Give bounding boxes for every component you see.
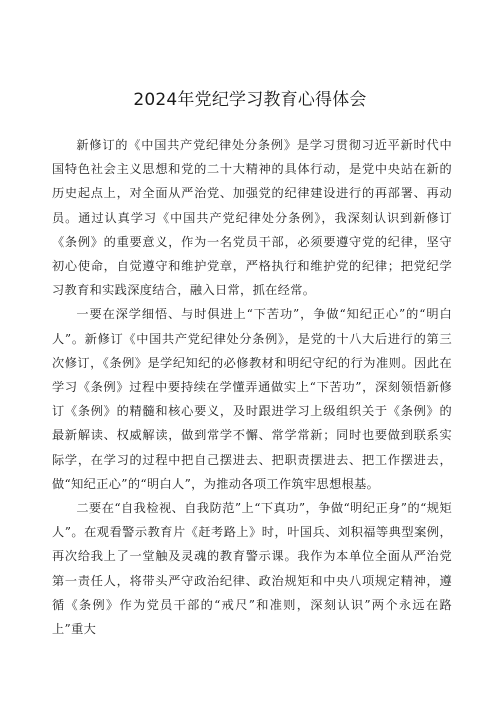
paragraph-point-two: 二要在“自我检视、自我防范”上“下真功”，争做“明纪正身”的“规矩人”。在观看警示教育片《赶考路上》时，叶国兵、刘积福等典型案例，再次给我上了一堂触及灵魂的教育警示课。我作为本单位全面从严治党第一责任人，将带头严守政治纪律、政治规矩和中央八项规定精神，遵循《条例》作为党员干部的“戒尺”和准则，深刻认识”两个永远在路上”重大	[52, 501, 452, 637]
document-title: 2024年党纪学习教育心得体会	[133, 90, 367, 110]
document-body	[52, 133, 452, 641]
paragraph-point-one: 一要在深学细悟、与时俱进上“下苦功”，争做“知纪正心”的“明白人”。新修订《中国共产党纪律处分条例》，是党的十八大后进行的第三次修订，《条例》是学纪知纪的必修教材和明纪守纪的行为准则。因此在学习《条例》过程中要持续在学懂弄通做实上“下苦功”，深刻领悟新修订《条例》的精髓和核心要义，及时跟进学习上级组织关于《条例》的最新解读、权威解读，做到常学不懈、常学常新；同时也要做到联系实际学，在学习的过程中把自己摆进去、把职责摆进去、把工作摆进去，做“知纪正心”的“明白人”，为推动各项工作筑牢思想根基。	[52, 307, 452, 491]
paragraph-intro: 新修订的《中国共产党纪律处分条例》是学习贯彻习近平新时代中国特色社会主义思想和党的二十大精神的具体行动，是党中央站在新的历史起点上，对全面从严治党、加强党的纪律建设进行的再部署、再动员。通过认真学习《中国共产党纪律处分条例》，我深刻认识到新修订《条例》的重要意义，作为一名党员干部，必须要遵守党的纪律，坚守初心使命，自觉遵守和维护党章，严格执行和维护党的纪律；把党纪学习教育和实践深度结合，融入日常，抓在经常。	[52, 138, 452, 298]
